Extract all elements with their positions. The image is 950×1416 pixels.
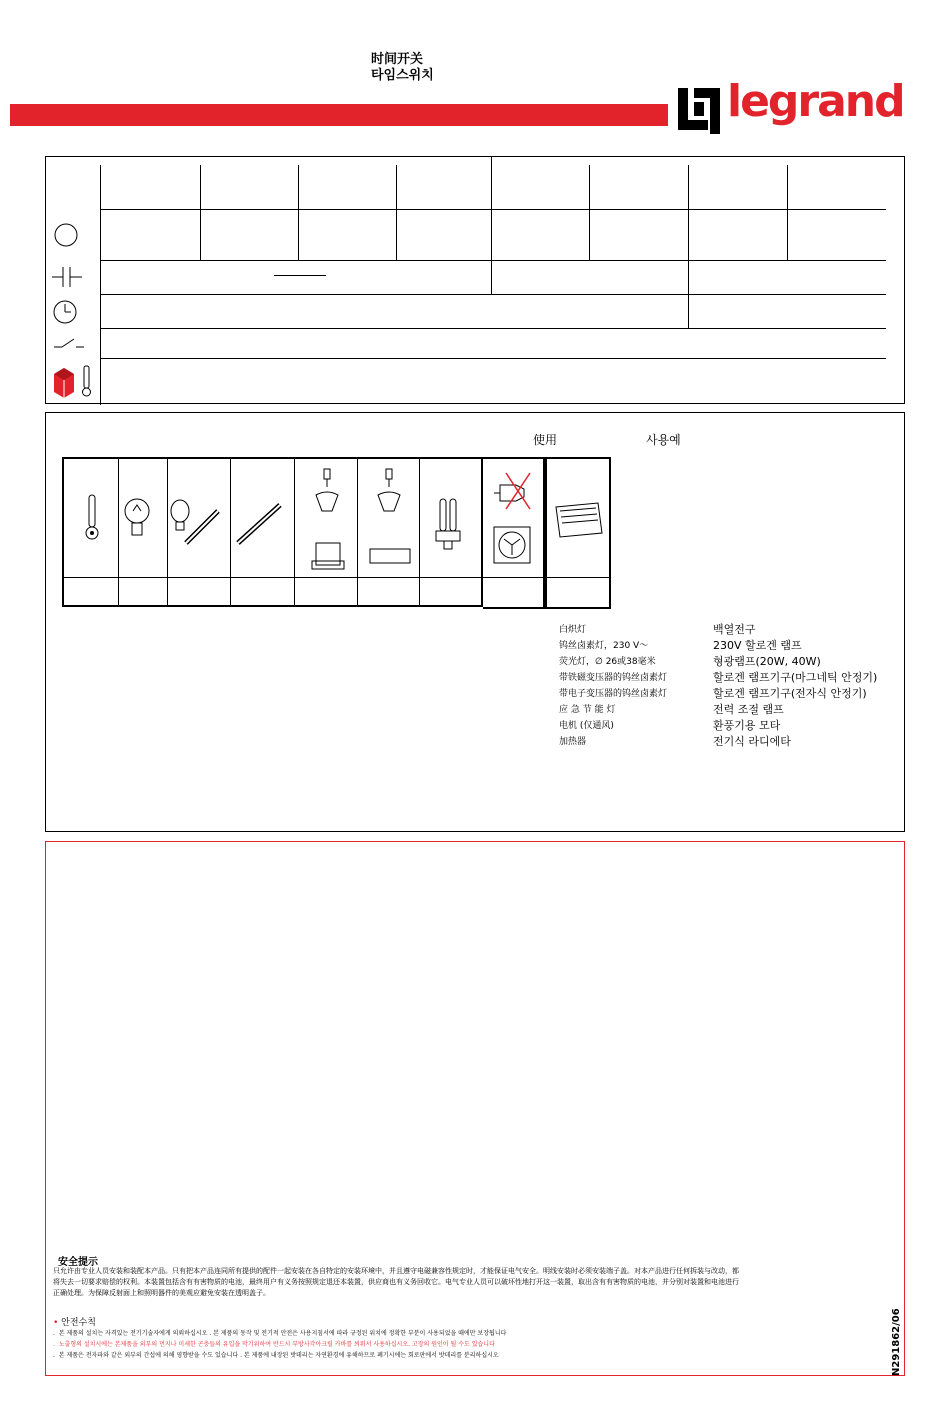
switch-contact-icon <box>52 335 86 351</box>
safety-line-ko-1: . 노출형의 설치시에는 본제품을 외부의 먼지나 미세한 곤충들의 유입을 막기위하여 반드시 부방사각아크릴 카바를 씌워서 사용하십시오. 고장의 원인이 될 수도 있습니다 <box>53 1341 495 1348</box>
storage-temperature-icon <box>50 362 100 400</box>
load-ko-7: 전기식 라디에타 <box>713 735 791 748</box>
spec-table <box>45 156 905 404</box>
usage-section <box>45 412 905 832</box>
energy-saving-lamp-icon <box>432 497 466 557</box>
safety-line-ko-2: . 본 제품은 전자파와 같은 외부의 간섭에 의해 영향받을 수도 있습니다 . 본 제품에 내장된 밧데리는 자연환경에 유해하므로 폐기시에는 회로판에서 밧데리를 분리하십시오 <box>53 1352 499 1359</box>
page-title <box>371 52 434 84</box>
safety-text-zh: 只允许由专业人员安装和装配本产品。只有把本产品连同所有提供的配件一起安装在各自特定的安装环境中，并且遵守电磁兼容性规定时，才能保证电气安全。明线安装时必须安装端子盖。对本产品进行任何拆装与改动，都将失去一切要求赔偿的权利。本装置包括含有有害物质的电池，最终用户有义务按照规定退还本装置，供应商也有义务回收它。电气专业人员可以破坏性地打开这一装置，取出含有有害物质的电池，并分别对装置和电池进行正确处理。为保障反射面上和照明器件的美观应避免安装在透明盖子。 <box>53 1267 739 1297</box>
safety-line-ko-0: . 본 제품의 설치는 자격있는 전기기술자에게 의뢰하십시오 . 본 제품의 동작 및 전기적 안전은 사용지침서에 따라 규정된 위치에 정확한 부분이 사용되었을 때에만 보장됩니다 <box>53 1330 507 1337</box>
safety-title-zh: 安全提示 <box>58 1257 98 1268</box>
brand-name: legrand <box>727 76 904 127</box>
loads-list-ko <box>713 622 877 750</box>
load-ko-2: 형광램프(20W, 40W) <box>713 655 821 668</box>
document-id: N291862/06 <box>891 1308 902 1376</box>
load-zh-6: 电机 (仅通风) <box>559 721 614 731</box>
load-zh-7: 加热器 <box>559 737 587 747</box>
halogen-ferromagnetic-icon <box>308 465 348 575</box>
circle-icon <box>52 221 80 249</box>
drill-crossed-icon <box>492 469 536 513</box>
load-ko-3: 할로겐 램프기구(마그네틱 안정기) <box>713 671 878 684</box>
legrand-mark-icon <box>676 86 724 138</box>
halogen-lamp-icon <box>166 497 226 547</box>
load-zh-2: 荧光灯，∅ 26或38毫米 <box>559 657 656 667</box>
load-zh-3: 带铁磁变压器的钨丝卤素灯 <box>559 673 668 683</box>
halogen-electronic-icon <box>364 465 418 575</box>
ventilation-fan-icon <box>492 525 532 565</box>
header-red-bar <box>10 104 668 126</box>
safety-line-ko-0-text: 본 제품의 설치는 자격있는 전기기술자에게 의뢰하십시오 . 본 제품의 동작 및 전기적 안전은 사용지침서에 따라 규정된 위치에 정확한 부분이 사용되었을 때에만 보장됩니다 <box>58 1330 507 1337</box>
title-zh: 时间开关 <box>371 52 424 67</box>
load-ko-4: 할로겐 램프기구(전자식 안정기) <box>713 687 867 700</box>
clock-icon <box>51 297 81 327</box>
capacitor-icon <box>50 263 84 291</box>
safety-title-ko: • 안전수칙 <box>53 1318 96 1328</box>
safety-title-ko-text: 안전수칙 <box>61 1318 96 1328</box>
load-ko-6: 환풍기용 모타 <box>713 719 781 732</box>
incandescent-bulb-icon <box>122 495 152 543</box>
loads-list-zh <box>559 622 667 750</box>
fluorescent-tube-icon <box>234 501 286 547</box>
usage-label-ko: 사용예 <box>646 433 681 447</box>
load-zh-4: 带电子变压器的钨丝卤素灯 <box>559 689 668 699</box>
load-ko-0: 백열전구 <box>713 623 756 636</box>
radiator-icon <box>550 501 606 541</box>
title-ko: 타임스위치 <box>371 68 434 83</box>
load-ko-1: 230V 할로겐 램프 <box>713 639 802 652</box>
safety-line-ko-1-text: 노출형의 설치시에는 본제품을 외부의 먼지나 미세한 곤충들의 유입을 막기위하여 반드시 부방사각아크릴 카바를 씌워서 사용하십시오. 고장의 원인이 될 수도 있습니다 <box>58 1341 495 1348</box>
safety-line-ko-2-text: 본 제품은 전자파와 같은 외부의 간섭에 의해 영향받을 수도 있습니다 . 본 제품에 내장된 밧데리는 자연환경에 유해하므로 폐기시에는 회로판에서 밧데리를 분리하십시오 <box>58 1352 499 1359</box>
legrand-logo <box>676 76 904 140</box>
load-zh-1: 钨丝卤素灯，230 V～ <box>559 641 649 651</box>
load-ko-5: 전력 조절 램프 <box>713 703 784 716</box>
usage-label-zh: 使用 <box>533 433 558 447</box>
load-zh-0: 白炽灯 <box>559 625 587 635</box>
thermometer-icon <box>82 493 102 543</box>
load-zh-5: 应 急 节 能 灯 <box>559 705 616 715</box>
